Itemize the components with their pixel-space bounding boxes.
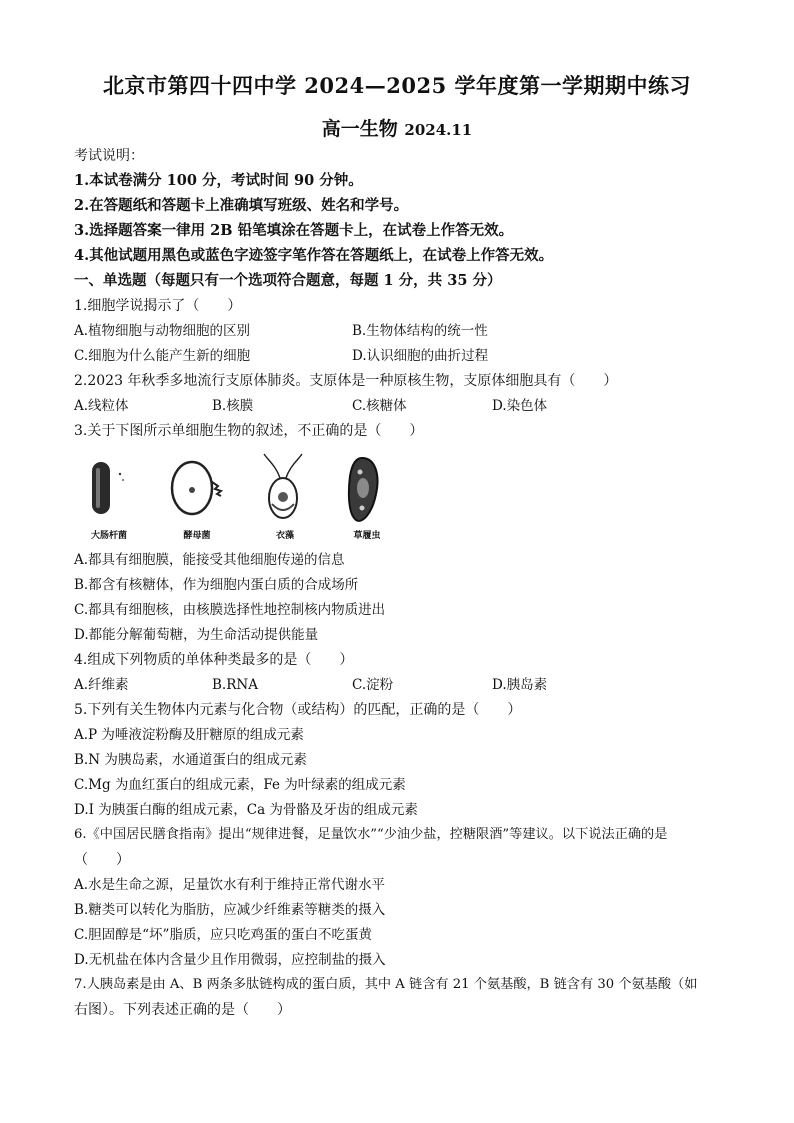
chlamydomonas-drawing [250,452,320,528]
q3-figure [74,452,394,544]
yeast-label: 酵母菌 [183,531,211,541]
section-heading: 一、单选题（每题只有一个选项符合题意，每题 1 分，共 35 分） [74,272,502,289]
ecoli-label: 大肠杆菌 [90,531,127,541]
paramecium-figure [332,452,402,544]
ecoli-drawing [74,452,144,528]
q1-stem: 1.细胞学说揭示了（ ） [74,298,242,314]
q6-option-c: C.胆固醇是“坏”脂质，应只吃鸡蛋的蛋白不吃蛋黄 [74,927,372,943]
q5-option-c: C.Mg 为血红蛋白的组成元素，Fe 为叶绿素的组成元素 [74,777,406,793]
q1-option-d: D.认识细胞的曲折过程 [352,348,489,364]
exam-subtitle [0,114,794,141]
q3-option-d: D.都能分解葡萄糖，为生命活动提供能量 [74,627,319,643]
q3-stem: 3.关于下图所示单细胞生物的叙述，不正确的是（ ） [74,423,424,439]
q2-option-d: D.染色体 [492,398,548,414]
exam-date: 2024.11 [404,121,473,139]
ecoli-figure [74,452,144,544]
yeast-drawing [162,452,232,528]
paramecium-label: 草履虫 [353,531,381,541]
q2-stem: 2.2023 年秋季多地流行支原体肺炎。支原体是一种原核生物，支原体细胞具有（ ） [74,373,618,389]
q6-stem-line2: （ ） [74,852,130,868]
q3-option-b: B.都含有核糖体，作为细胞内蛋白质的合成场所 [74,577,359,593]
q3-option-a: A.都具有细胞膜，能接受其他细胞传递的信息 [74,552,345,568]
subject: 高一生物 [321,118,398,140]
instruction-3: 3.选择题答案一律用 2B 铅笔填涂在答题卡上，在试卷上作答无效。 [74,222,514,239]
chlamydomonas-figure [250,452,320,544]
q1-option-c: C.细胞为什么能产生新的细胞 [74,348,251,364]
q6-stem-line1: 6.《中国居民膳食指南》提出“规律进餐，足量饮水”“少油少盐，控糖限酒”等建议。以下说法正确的是 [74,827,668,842]
paramecium-drawing [332,452,402,528]
yeast-figure [162,452,232,544]
chlamydomonas-label: 衣藻 [275,531,294,541]
q3-option-c: C.都具有细胞核，由核膜选择性地控制核内物质进出 [74,602,386,618]
instructions-heading: 考试说明： [74,148,144,164]
q5-option-a: A.P 为唾液淀粉酶及肝糖原的组成元素 [74,727,304,743]
instruction-4: 4.其他试题用黑色或蓝色字迹签字笔作答在答题纸上，在试卷上作答无效。 [74,247,554,264]
q5-stem: 5.下列有关生物体内元素与化合物（或结构）的匹配，正确的是（ ） [74,702,522,718]
q1-option-a: A.植物细胞与动物细胞的区别 [74,323,251,339]
q6-option-d: D.无机盐在体内含量少且作用微弱，应控制盐的摄入 [74,952,386,968]
q2-option-c: C.核糖体 [352,398,407,414]
q4-option-a: A.纤维素 [74,677,129,693]
q7-stem-line1: 7.人胰岛素是由 A、B 两条多肽链构成的蛋白质，其中 A 链含有 21 个氨基酸，B 链含有 30 个氨基酸（如 [74,977,698,992]
q5-option-d: D.I 为胰蛋白酶的组成元素，Ca 为骨骼及牙齿的组成元素 [74,802,418,818]
q4-stem: 4.组成下列物质的单体种类最多的是（ ） [74,652,354,668]
q2-option-a: A.线粒体 [74,398,129,414]
exam-title: 北京市第四十四中学 2024—2025 学年度第一学期期中练习 [102,73,691,98]
q6-option-b: B.糖类可以转化为脂肪，应减少纤维素等糖类的摄入 [74,902,386,918]
q4-option-c: C.淀粉 [352,677,394,693]
instruction-1: 1.本试卷满分 100 分，考试时间 90 分钟。 [74,172,363,189]
q6-option-a: A.水是生命之源，足量饮水有利于维持正常代谢水平 [74,877,386,893]
q7-stem-line2: 右图）。下列表述正确的是（ ） [74,1002,291,1018]
q4-option-b: B.RNA [212,677,258,693]
q5-option-b: B.N 为胰岛素，水通道蛋白的组成元素 [74,752,307,768]
q1-option-b: B.生物体结构的统一性 [352,323,488,339]
q4-option-d: D.胰岛素 [492,677,548,693]
instruction-2: 2.在答题纸和答题卡上准确填写班级、姓名和学号。 [74,197,409,214]
q2-option-b: B.核膜 [212,398,254,414]
